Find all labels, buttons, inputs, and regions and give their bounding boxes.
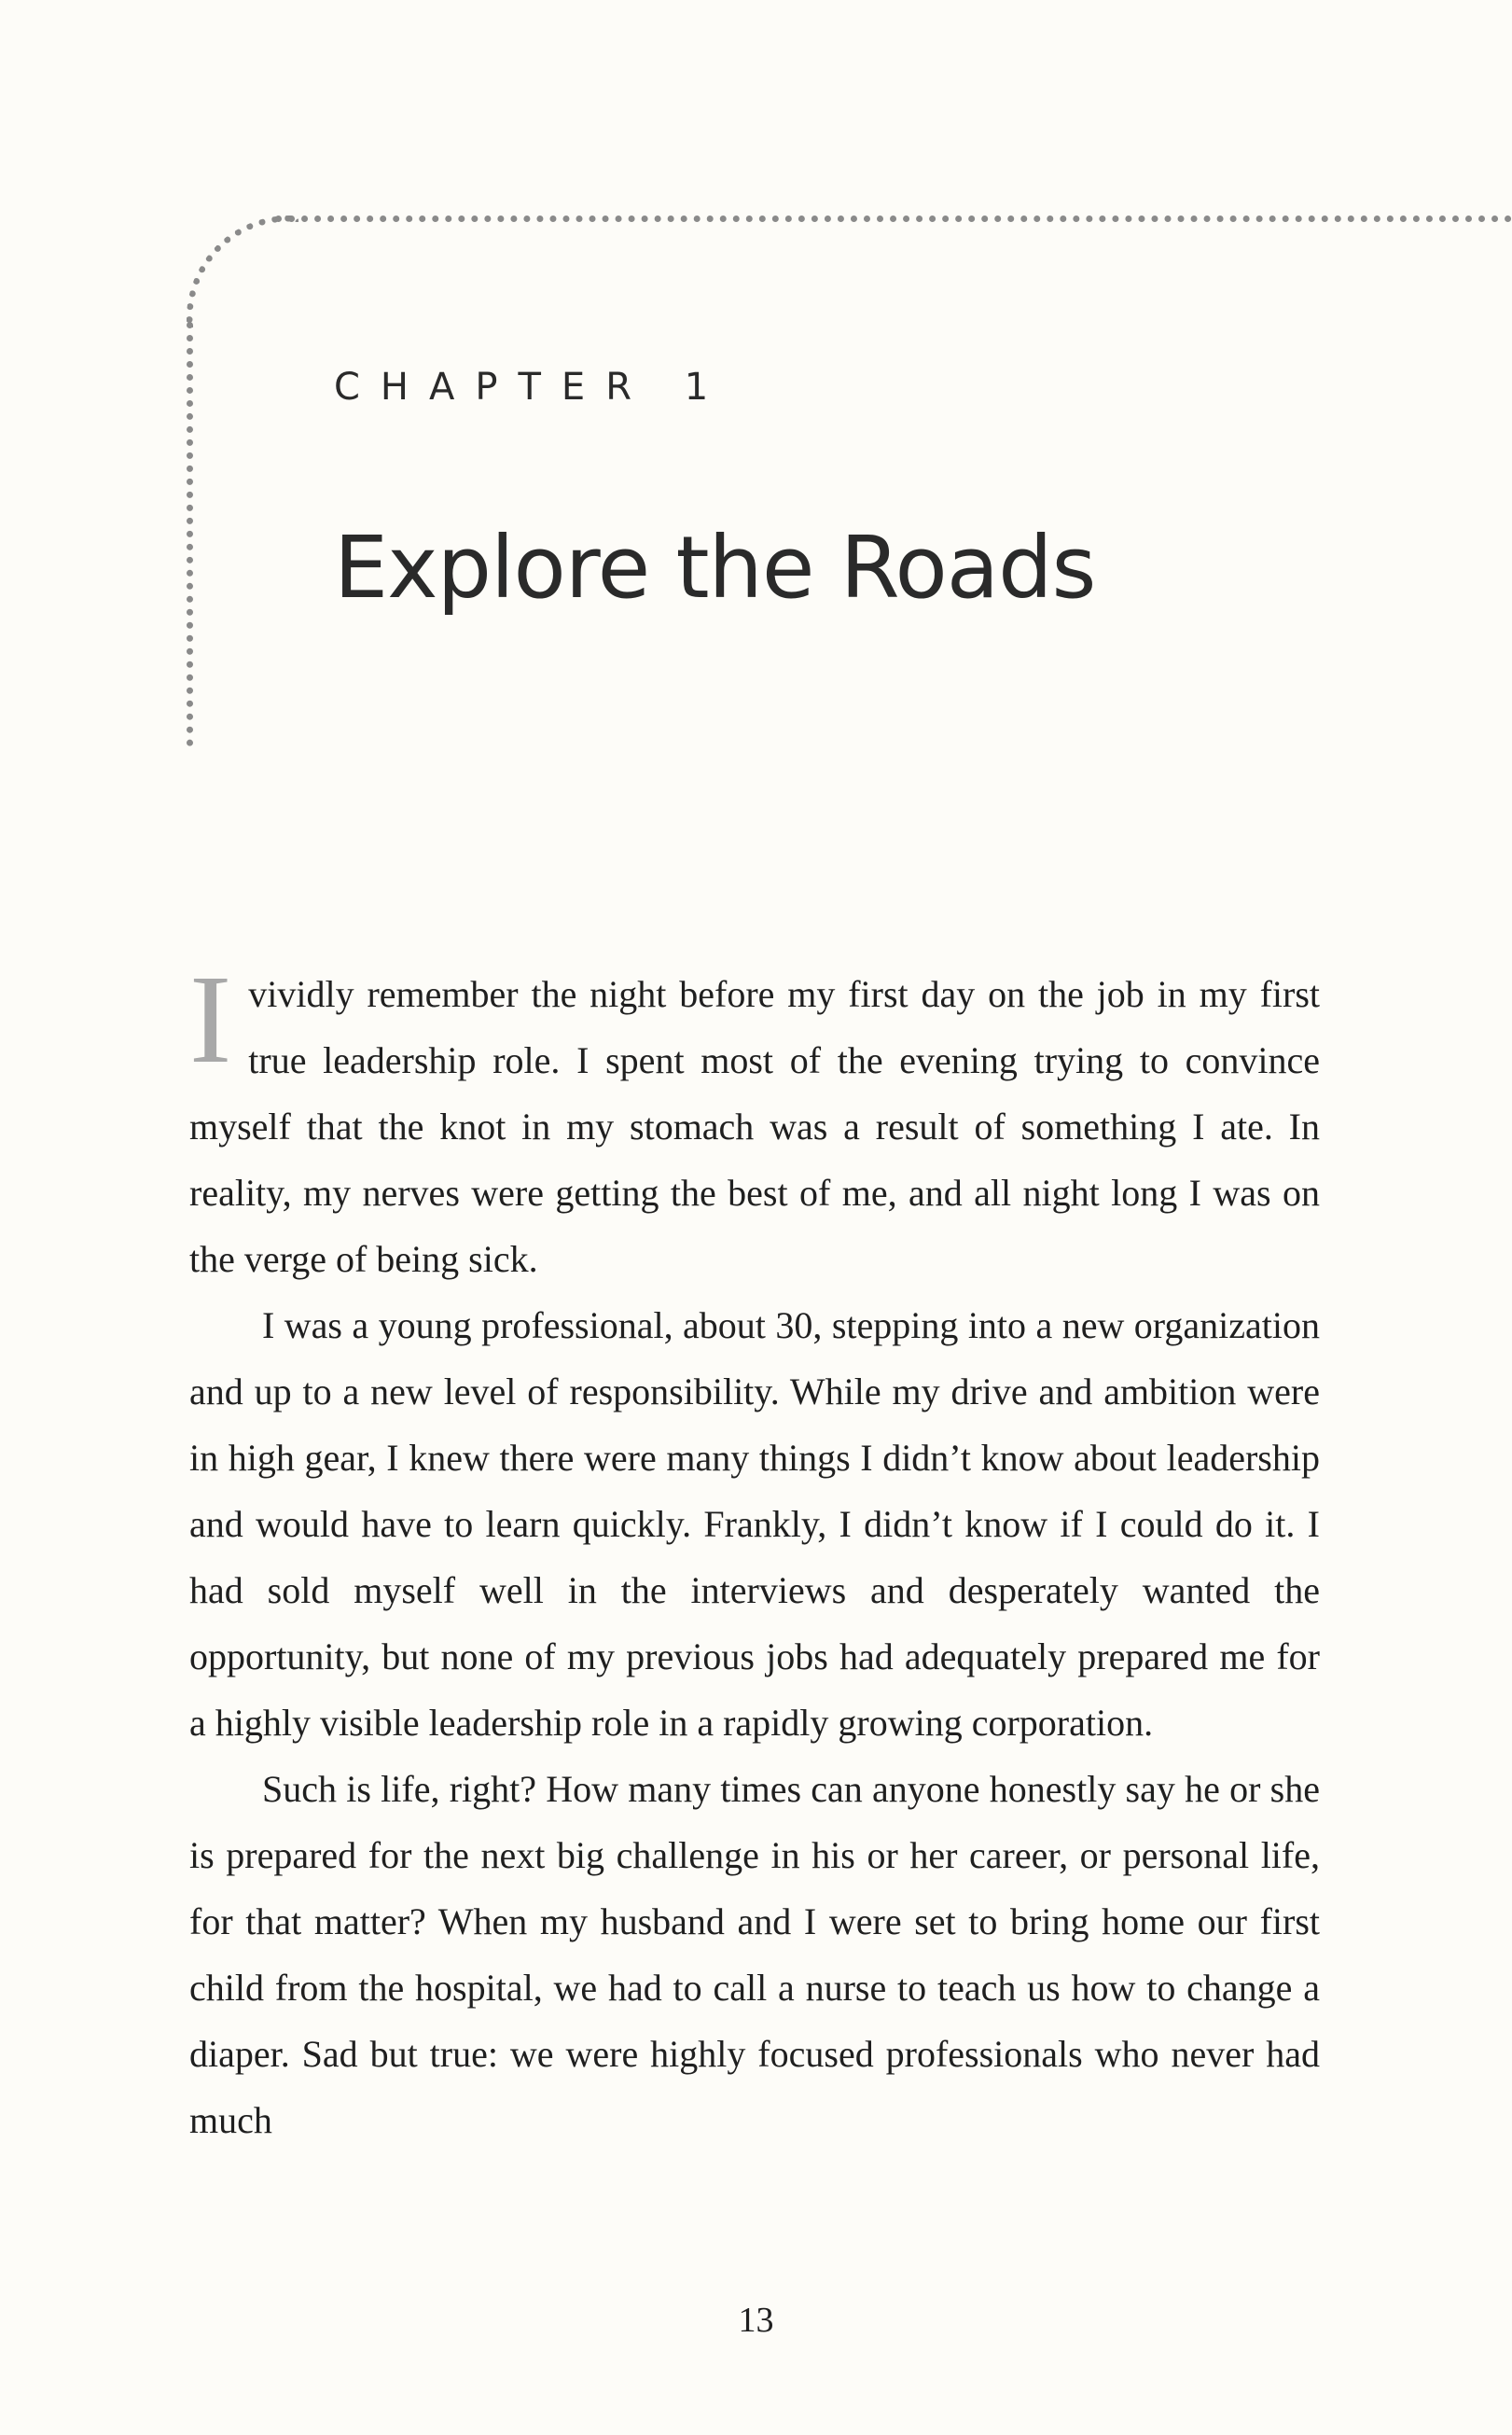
paragraph-3: Such is life, right? How many times can anyone honestly say he or she is prepared for the next big challenge in his or her career, or personal life, for that matter? When my husband and I were set to bring home our first child from the hospital, we had to call a nurse to teach us how to change a diaper. Sad but true: we were highly focused professionals who never had much	[189, 1768, 1320, 2141]
paragraph-2: I was a young professional, about 30, stepping into a new organization and up to a new level of responsibility. While my drive and ambition were in high gear, I knew there were many things I didn’t know about leadership and would have to learn quickly. Frankly, I didn’t know if I could do it. I had sold myself well in the interviews and desperately wanted the opportunity, but none of my previous jobs had adequately prepared me for a highly visible leadership role in a rapidly growing corporation.	[189, 1304, 1320, 1744]
dotted-frame-corner	[187, 216, 298, 327]
body-text	[189, 950, 1320, 2153]
drop-cap: I	[189, 950, 232, 1090]
dotted-frame-top	[275, 216, 1512, 222]
paragraph-1	[189, 950, 1320, 1292]
chapter-title: Explore the Roads	[334, 518, 1096, 618]
page-number: 13	[738, 2301, 774, 2340]
paragraph-1-text: vividly remember the night before my first day on the job in my first true leadership role. I spent most of the evening trying to convince myself that the knot in my stomach was a result of something I ate. In reality, my nerves were getting the best of me, and all night long I was on the verge of being sick.	[189, 973, 1320, 1280]
dotted-frame-left	[187, 322, 193, 746]
chapter-label: CHAPTER 1	[334, 366, 729, 409]
